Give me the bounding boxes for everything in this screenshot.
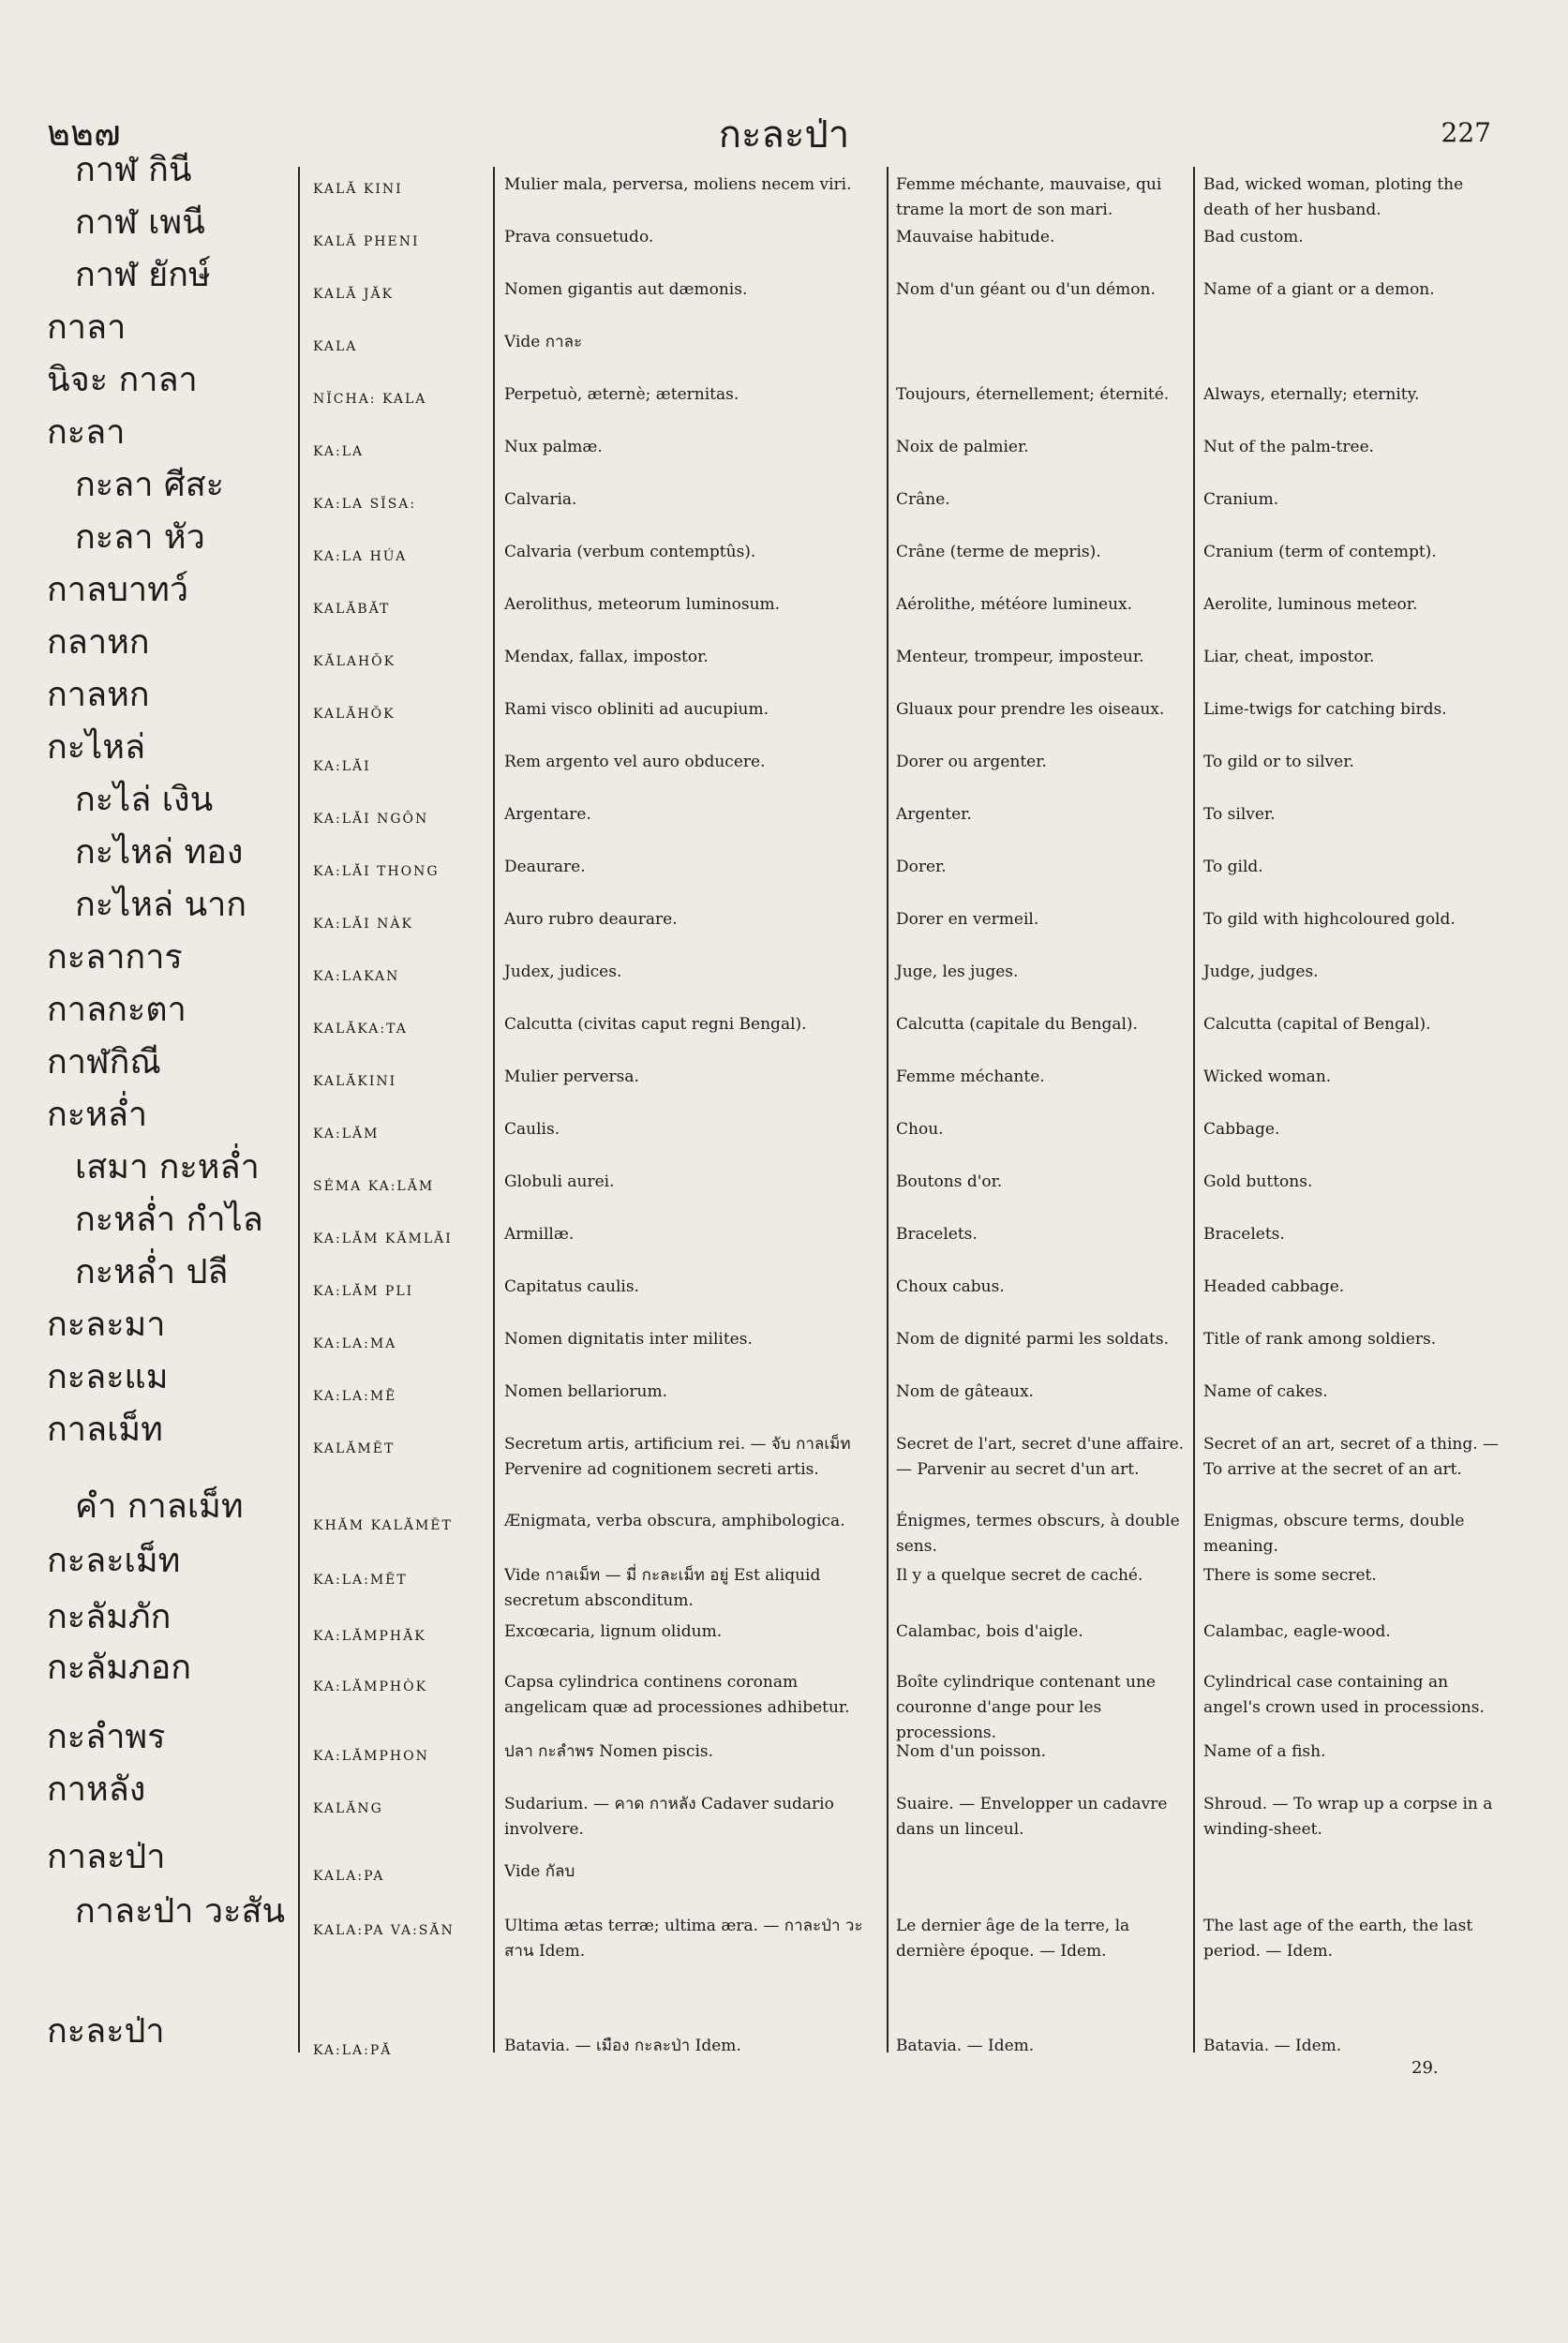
romanization: KA:LĂI THONG [313,864,440,879]
latin-definition: Deaurare. [504,858,586,876]
latin-definition: Globuli aurei. [504,1172,615,1191]
romanization: KALĂ JĂK [313,287,395,302]
latin-definition: Excœcaria, lignum olidum. [504,1622,723,1641]
french-definition: Aérolithe, météore lumineux. [896,595,1133,614]
latin-definition: Caulis. [504,1120,560,1139]
thai-headword: กาละป่า [47,1838,166,1876]
romanization: KA:LA HÚA [313,549,408,564]
latin-definition: Secretum artis, artificium rei. — จับ กาลเม็ท Pervenire ad cognitionem secreti artis. [504,1435,851,1479]
romanization: KALĂHŎK [313,707,396,722]
english-definition: Liar, cheat, impostor. [1203,648,1375,666]
romanization: KA:LA SĬSA: [313,497,417,512]
english-definition: Bad custom. [1203,228,1304,246]
english-definition: Bad, wicked woman, ploting the death of her husband. [1203,175,1464,219]
english-definition: Wicked woman. [1203,1067,1332,1086]
french-definition: Femme méchante, mauvaise, qui trame la mort de son mari. [896,175,1162,219]
french-definition: Gluaux pour prendre les oiseaux. [896,700,1165,719]
romanization: KA:LĂM PLI [313,1284,414,1299]
english-definition: Name of a fish. [1203,1742,1326,1761]
french-definition: Calcutta (capitale du Bengal). [896,1015,1138,1034]
romanization: KA:LA:MA [313,1336,397,1351]
french-definition: Bracelets. [896,1225,978,1244]
romanization: KALA:PA VA:SĂN [313,1923,455,1938]
latin-definition: Rami visco obliniti ad aucupium. [504,700,769,719]
latin-definition: Calvaria. [504,490,577,509]
thai-page-number: ๒๒๗ [47,112,121,154]
thai-headword: กะลัมภอก [47,1649,192,1687]
thai-headword: กะลำพร [47,1718,166,1756]
english-definition: Cranium. [1203,490,1279,509]
french-definition: Énigmes, termes obscurs, à double sens. [896,1512,1180,1556]
latin-definition: Nomen gigantis aut dæmonis. [504,280,748,299]
thai-headword: กาลกะตา [47,991,187,1029]
latin-definition: Prava consuetudo. [504,228,654,246]
english-definition: Always, eternally; eternity. [1203,385,1420,404]
english-definition: Judge, judges. [1203,963,1319,981]
english-definition: Calambac, eagle-wood. [1203,1622,1391,1641]
thai-headword: กาลเม็ท [47,1410,163,1449]
latin-definition: Judex, judices. [504,963,622,981]
english-definition: Nut of the palm-tree. [1203,438,1375,456]
english-definition: To gild or to silver. [1203,753,1354,771]
thai-headword: กาฬกิณี [47,1043,161,1082]
thai-headword: กะหล่ำ กำไล [75,1201,263,1239]
french-definition: Argenter. [896,805,972,824]
french-definition: Dorer ou argenter. [896,753,1047,771]
thai-headword: กาลหก [47,676,150,714]
latin-definition: Nomen dignitatis inter milites. [504,1330,753,1349]
english-definition: Headed cabbage. [1203,1277,1345,1296]
romanization: KALĂKA:TA [313,1022,408,1037]
romanization: KĂLAHŎK [313,654,396,669]
romanization: KA:LĂI NGÔN [313,812,429,827]
french-definition: Dorer. [896,858,947,876]
english-definition: Name of a giant or a demon. [1203,280,1435,299]
latin-definition: Calcutta (civitas caput regni Bengal). [504,1015,807,1034]
english-definition: Enigmas, obscure terms, double meaning. [1203,1512,1465,1556]
french-definition: Suaire. — Envelopper un cadavre dans un linceul. [896,1795,1168,1839]
english-definition: Bracelets. [1203,1225,1285,1244]
english-definition: Gold buttons. [1203,1172,1313,1191]
latin-definition: Mendax, fallax, impostor. [504,648,709,666]
thai-headword: กะหล่ำ ปลี [75,1253,229,1291]
thai-headword: กะลา หัว [75,518,205,557]
latin-definition: Vide กัลบ [504,1862,575,1881]
french-definition: Menteur, trompeur, imposteur. [896,648,1144,666]
latin-definition: Capsa cylindrica continens coronam angelicam quæ ad processiones adhibetur. [504,1673,850,1717]
latin-definition: Capitatus caulis. [504,1277,639,1296]
latin-definition: Rem argento vel auro obducere. [504,753,766,771]
thai-headword: กะลาการ [47,938,183,977]
romanization: KA:LA [313,444,365,459]
french-definition: Il y a quelque secret de caché. [896,1566,1143,1585]
english-definition: Shroud. — To wrap up a corpse in a winding-sheet. [1203,1795,1493,1839]
latin-definition: Armillæ. [504,1225,575,1244]
latin-definition: Calvaria (verbum contemptûs). [504,543,756,561]
french-definition: Calambac, bois d'aigle. [896,1622,1083,1641]
thai-headword: กะไหล่ [47,728,146,767]
romanization: KA:LĂI NÀK [313,917,413,932]
thai-headword: กะลา ศีสะ [75,466,225,504]
english-definition: To silver. [1203,805,1276,824]
latin-definition: Ultima ætas terræ; ultima æra. — กาละป่า วะสาน Idem. [504,1917,863,1961]
french-definition: Crâne (terme de mepris). [896,543,1101,561]
thai-headword: กะละมา [47,1306,166,1344]
thai-headword: กะไล่ เงิน [75,781,214,819]
thai-headword: กะลา [47,413,126,452]
french-definition: Crâne. [896,490,950,509]
romanization: KA:LĂMPHĂK [313,1629,426,1644]
romanization: SÉMA KA:LĂM [313,1179,435,1194]
thai-headword: กาฬ เพนี [75,203,205,242]
latin-definition: ปลา กะลำพร Nomen piscis. [504,1742,714,1761]
thai-headword: กาหลัง [47,1770,146,1809]
latin-definition: Nomen bellariorum. [504,1382,667,1401]
english-definition: Secret of an art, secret of a thing. — To arrive at the secret of an art. [1203,1435,1500,1479]
latin-definition: Auro rubro deaurare. [504,910,678,929]
romanization: KA:LĂMPHON [313,1749,429,1764]
english-definition: Cabbage. [1203,1120,1280,1139]
french-definition: Nom d'un géant ou d'un démon. [896,280,1156,299]
french-definition: Le dernier âge de la terre, la dernière époque. — Idem. [896,1917,1130,1961]
column-rule [1193,167,1195,2052]
latin-definition: Nux palmæ. [504,438,603,456]
thai-headword: เสมา กะหล่ำ [75,1148,260,1186]
thai-headword: กลาหก [47,623,150,662]
running-head: กะละป่า [718,113,850,157]
english-definition: To gild with highcoloured gold. [1203,910,1456,929]
french-definition: Nom de dignité parmi les soldats. [896,1330,1169,1349]
english-definition: Lime-twigs for catching birds. [1203,700,1447,719]
thai-headword: กะไหล่ นาก [75,886,247,924]
french-definition: Choux cabus. [896,1277,1005,1296]
folio-signature: 29. [1411,2058,1439,2078]
thai-headword: กะละแม [47,1358,169,1396]
romanization: KA:LA:MĒ [313,1389,397,1404]
romanization: KALĂKINI [313,1074,397,1089]
thai-headword: กะละป่า [47,2012,165,2051]
romanization: KALĂMĔT [313,1441,396,1456]
french-definition: Boutons d'or. [896,1172,1003,1191]
french-definition: Femme méchante. [896,1067,1045,1086]
thai-headword: กาฬ ยักษ์ [75,256,211,294]
latin-definition: Perpetuò, æternè; æternitas. [504,385,739,404]
french-definition: Nom de gâteaux. [896,1382,1034,1401]
romanization: KALĂNG [313,1801,383,1816]
romanization: KA:LA:PĂ [313,2043,393,2058]
thai-headword: กาลบาทว์ [47,571,189,609]
thai-headword: กาละป่า วะสัน [75,1892,286,1931]
french-definition: Toujours, éternellement; éternité. [896,385,1170,404]
thai-headword: กะลัมภัก [47,1598,172,1636]
latin-definition: Aerolithus, meteorum luminosum. [504,595,781,614]
english-definition: Cranium (term of contempt). [1203,543,1437,561]
romanization: KA:LĂM [313,1127,380,1142]
column-rule [493,167,495,2052]
romanization: NĬCHA: KALA [313,392,427,407]
english-definition: Batavia. — Idem. [1203,2037,1342,2055]
romanization: KA:LĂI [313,759,371,774]
romanization: KALA:PA [313,1869,385,1884]
french-definition: Dorer en vermeil. [896,910,1039,929]
french-definition: Juge, les juges. [896,963,1019,981]
latin-definition: Argentare. [504,805,591,824]
romanization: KALĂBĂT [313,602,391,617]
column-rule [298,167,300,2052]
romanization: KA:LĂMPHÒK [313,1679,428,1694]
english-definition: Name of cakes. [1203,1382,1328,1401]
english-definition: Cylindrical case containing an angel's crown used in processions. [1203,1673,1485,1717]
romanization: KA:LA:MĔT [313,1573,408,1588]
english-definition: Title of rank among soldiers. [1203,1330,1437,1349]
english-definition: To gild. [1203,858,1263,876]
french-definition: Noix de palmier. [896,438,1029,456]
latin-definition: Ænigmata, verba obscura, amphibologica. [504,1512,845,1530]
latin-definition: Mulier mala, perversa, moliens necem viri. [504,175,852,194]
romanization: KALA [313,339,358,354]
english-definition: The last age of the earth, the last period. — Idem. [1203,1917,1473,1961]
romanization: KALĂ PHENI [313,234,420,249]
french-definition: Mauvaise habitude. [896,228,1055,246]
french-definition: Batavia. — Idem. [896,2037,1035,2055]
french-definition: Chou. [896,1120,944,1139]
latin-definition: Mulier perversa. [504,1067,639,1086]
romanization: KA:LĂM KĂMLĂI [313,1231,453,1246]
thai-headword: กาลา [47,308,127,347]
latin-definition: Batavia. — เมือง กะละป่า Idem. [504,2037,741,2055]
latin-definition: Vide กาละ [504,333,583,351]
english-definition: Aerolite, luminous meteor. [1203,595,1418,614]
french-definition: Secret de l'art, secret d'une affaire. — Parvenir au secret d'un art. [896,1435,1185,1479]
latin-definition: Sudarium. — คาด กาหลัง Cadaver sudario involvere. [504,1795,834,1839]
romanization: KALĂ KINI [313,182,403,197]
english-definition: Calcutta (capital of Bengal). [1203,1015,1431,1034]
latin-definition: Vide กาลเม็ท — มี่ กะละเม็ท อยู่ Est aliquid secretum absconditum. [504,1566,821,1610]
column-rule [887,167,889,2052]
thai-headword: กะหล่ำ [47,1096,148,1134]
french-definition: Boîte cylindrique contenant une couronne d'ange pour les processions. [896,1673,1156,1742]
romanization: KHĂM KALĂMĔT [313,1518,453,1533]
thai-headword: คำ กาลเม็ท [75,1487,244,1526]
page-number: 227 [1441,117,1491,148]
romanization: KA:LAKAN [313,969,400,984]
thai-headword: กะละเม็ท [47,1542,181,1580]
french-definition: Nom d'un poisson. [896,1742,1047,1761]
english-definition: There is some secret. [1203,1566,1377,1585]
thai-headword: กาฬ กินี [75,151,192,189]
thai-headword: กะไหล่ ทอง [75,833,244,872]
thai-headword: นิจะ กาลา [47,361,198,399]
